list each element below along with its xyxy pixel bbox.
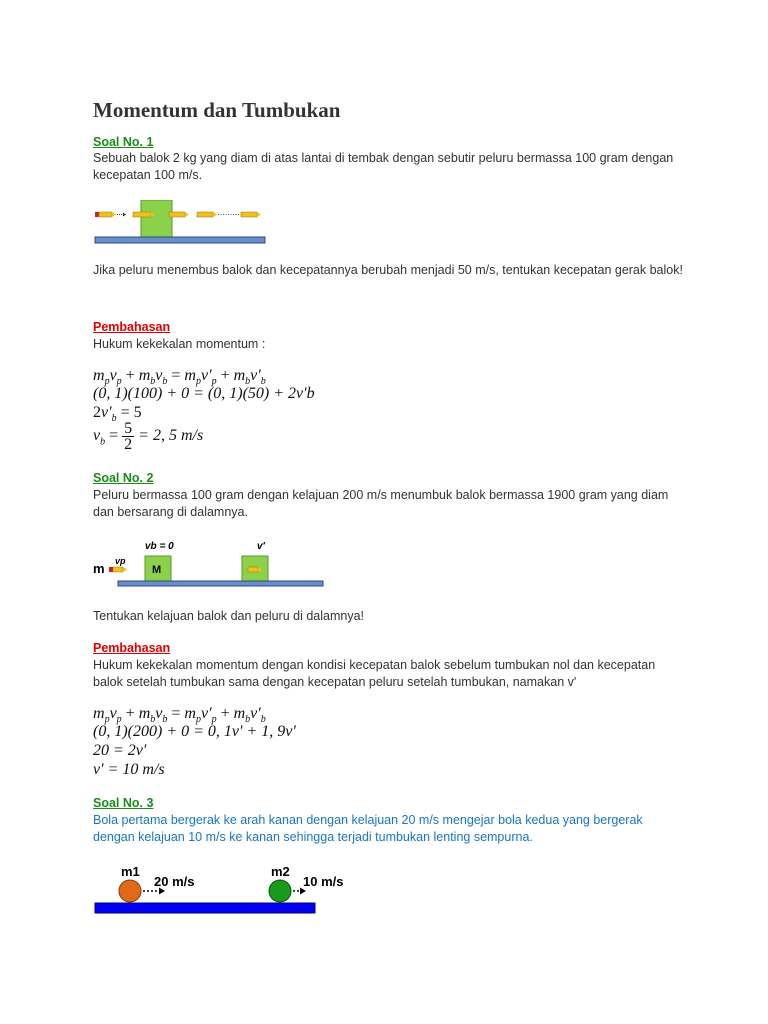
soal-1-question: Jika peluru menembus balok dan kecepatannya berubah menjadi 50 m/s, tentukan kecepatan gerak balok! <box>93 263 683 277</box>
soal-1-eq-4: $v_b$ = $\frac{5}{2}$ = 2, 5 m/s <box>93 420 204 453</box>
soal-1-fraction <box>122 421 134 452</box>
label-M: M <box>152 564 162 576</box>
soal-2-diagram <box>93 536 333 590</box>
label-vb-zero: vb = 0 <box>145 541 174 552</box>
soal-3-text: Bola pertama bergerak ke arah kanan dengan kelajuan 20 m/s mengejar bola kedua yang bergerak dengan kelajuan 10 m/s ke kanan sehingga terjadi tumbukan lenting sempurna. <box>93 813 643 844</box>
soal-1-eq-2: (0, 1)(100) + 0 = (0, 1)(50) + 2v′b <box>93 385 315 402</box>
soal-1-pembahasan-heading: Pembahasan <box>93 320 171 334</box>
soal-2-pembahasan-text: Hukum kekekalan momentum dengan kondisi kecepatan balok sebelum tumbukan nol dan kecepatan balok setelah tumbukan sama dengan kecepatan peluru setelah tumbukan, namakan v' <box>93 658 656 689</box>
label-m2: m2 <box>271 864 290 879</box>
soal-1-text: Sebuah balok 2 kg yang diam di atas lantai di tembak dengan sebutir peluru bermassa 100 gram dengan kecepatan 100 m/s. <box>93 151 674 182</box>
fraction-denominator: 2 <box>124 436 133 453</box>
soal-1-eq-4-result: = 2, 5 m/s <box>138 427 204 445</box>
soal-1-heading: Soal No. 1 <box>93 135 154 149</box>
label-m: m <box>93 561 105 576</box>
soal-2-eq-3: 20 = 2v′ <box>93 742 147 759</box>
soal-1-eq-1: $m_pv_p + m_bv_b = m_pv'_p + m_bv'_b$ <box>93 367 266 388</box>
soal-2-eq-4: v′ = 10 m/s <box>93 761 165 778</box>
page-title: Momentum dan Tumbukan <box>93 98 341 122</box>
soal-3-diagram <box>93 860 358 918</box>
label-vp: vp <box>115 556 126 566</box>
soal-2-eq-1: $m_pv_p + m_bv_b = m_pv'_p + m_bv'_b$ <box>93 705 266 726</box>
soal-2-text: Peluru bermassa 100 gram dengan kelajuan 200 m/s menumbuk balok bermassa 1900 gram yang diam dan bersarang di dalamnya. <box>93 488 669 519</box>
soal-1-diagram <box>93 200 268 248</box>
soal-1-pembahasan-text: Hukum kekekalan momentum : <box>93 337 266 351</box>
soal-2-question: Tentukan kelajuan balok dan peluru di dalamnya! <box>93 609 365 623</box>
soal-2-heading: Soal No. 2 <box>93 471 154 485</box>
label-v2: 10 m/s <box>303 874 344 889</box>
label-vprime: v' <box>257 541 265 552</box>
soal-2-eq-2: (0, 1)(200) + 0 = 0, 1v′ + 1, 9v′ <box>93 723 296 740</box>
soal-2-pembahasan-heading: Pembahasan <box>93 641 171 655</box>
label-m1: m1 <box>121 864 140 879</box>
soal-3-heading: Soal No. 3 <box>93 796 154 810</box>
soal-1-eq-3: $2v'_b = 5$ <box>93 404 142 425</box>
fraction-numerator: 5 <box>124 420 133 437</box>
label-v1: 20 m/s <box>154 874 195 889</box>
